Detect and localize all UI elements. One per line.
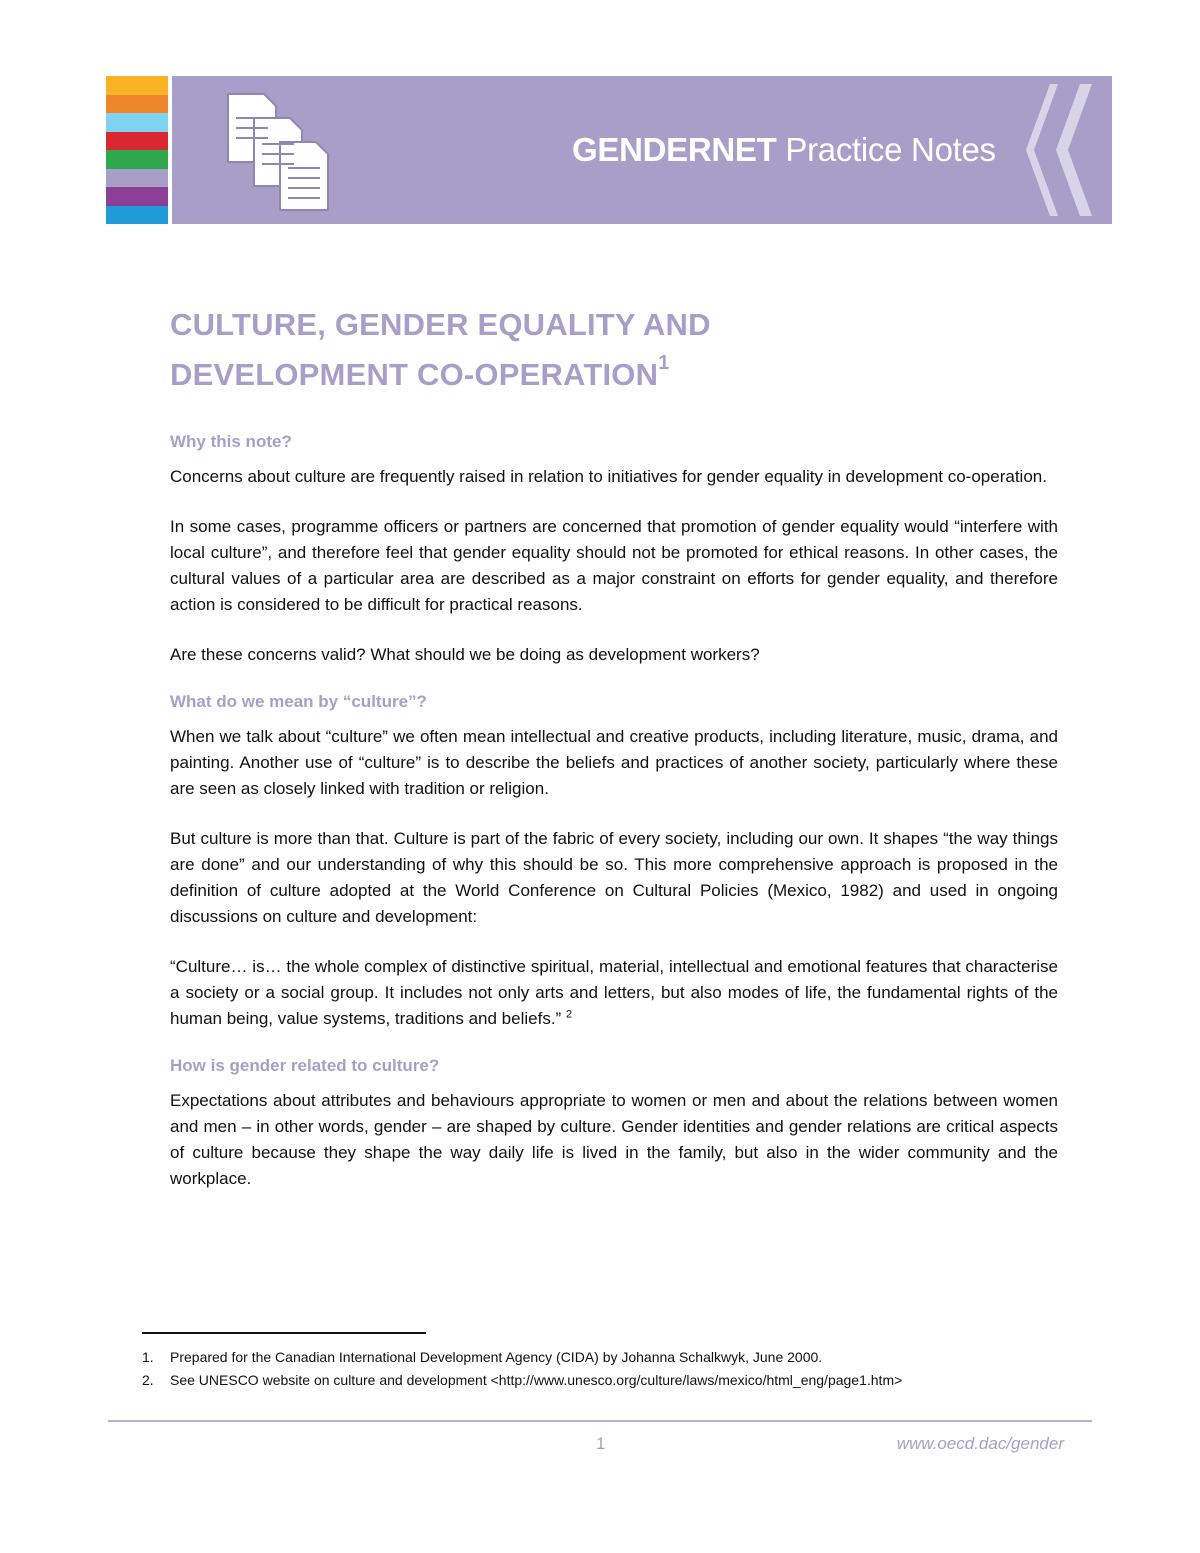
footnote	[142, 1369, 1082, 1392]
document-body	[170, 300, 1058, 1216]
quote-text: “Culture… is… the whole complex of distinctive spiritual, material, intellectual and emotional features that characterise a society or a social group. It includes not only arts and letters, but also modes of life, the fundamental rights of the human being, value systems, traditions and beliefs.”	[170, 957, 1058, 1028]
paragraph: But culture is more than that. Culture is part of the fabric of every society, including our own. It shapes “the way things are done” and our understanding of why this should be so. This more comprehensive approach is proposed in the definition of culture adopted at the World Conference on Cultural Policies (Mexico, 1982) and used in ongoing discussions on culture and development:	[170, 829, 1058, 926]
footnote-number: 1.	[142, 1349, 154, 1365]
color-strip	[106, 169, 168, 188]
section-heading-gender: How is gender related to culture?	[170, 1056, 440, 1075]
oecd-chevron-logo	[1006, 76, 1106, 224]
header-banner	[172, 76, 1112, 224]
document-title	[170, 300, 1058, 400]
color-strip	[106, 150, 168, 169]
color-strips	[106, 76, 168, 224]
footnotes	[142, 1346, 1082, 1392]
paragraph: In some cases, programme officers or partners are concerned that promotion of gender equality would “interfere with local culture”, and therefore feel that gender equality should not be promoted for ethical reasons. In other cases, the cultural values of a particular area are described as a major constraint on efforts for gender equality, and therefore action is considered to be difficult for practical reasons.	[170, 517, 1058, 614]
footnote-divider	[142, 1332, 426, 1334]
footer-divider	[108, 1420, 1092, 1422]
paragraph: When we talk about “culture” we often mean intellectual and creative products, including literature, music, drama, and painting. Another use of “culture” is to describe the beliefs and practices of another society, particularly where these are seen as closely linked with tradition or religion.	[170, 727, 1058, 798]
color-strip	[106, 95, 168, 114]
color-strip	[106, 113, 168, 132]
footnote-ref[interactable]: 1	[658, 352, 670, 374]
footer-url-link[interactable]: www.oecd.dac/gender	[896, 1434, 1064, 1453]
paragraph: Concerns about culture are frequently raised in relation to initiatives for gender equality in development co-operation.	[170, 467, 1047, 486]
color-strip	[106, 76, 168, 95]
paragraph: Are these concerns valid? What should we be doing as development workers?	[170, 645, 760, 664]
footnote-text[interactable]: See UNESCO website on culture and development <http://www.unesco.org/culture/laws/mexico/html_eng/page1.htm>	[170, 1372, 903, 1388]
footnote-text: Prepared for the Canadian International Development Agency (CIDA) by Johanna Schalkwyk, June 2000.	[170, 1349, 823, 1365]
page-number: 1	[596, 1434, 606, 1453]
quote-paragraph	[170, 954, 1058, 1032]
documents-icon	[224, 88, 334, 216]
title-line-2: DEVELOPMENT CO-OPERATION	[170, 357, 659, 392]
footnote	[142, 1346, 1082, 1369]
footnote-ref[interactable]: 2	[565, 1008, 573, 1021]
color-strip	[106, 187, 168, 206]
section-heading-why: Why this note?	[170, 432, 292, 451]
color-strip	[106, 132, 168, 151]
footnote-number: 2.	[142, 1372, 154, 1388]
section-heading-culture: What do we mean by “culture”?	[170, 692, 427, 711]
color-strip	[106, 206, 168, 225]
brand-name: GENDERNET	[572, 131, 777, 168]
banner-title	[572, 131, 996, 169]
title-line-1: CULTURE, GENDER EQUALITY AND	[170, 307, 711, 342]
paragraph: Expectations about attributes and behaviours appropriate to women or men and about the relations between women and men – in other words, gender – are shaped by culture. Gender identities and gender relations are critical aspects of culture because they shape the way daily life is lived in the family, but also in the wider community and the workplace.	[170, 1091, 1058, 1188]
brand-subtitle: Practice Notes	[785, 131, 996, 168]
